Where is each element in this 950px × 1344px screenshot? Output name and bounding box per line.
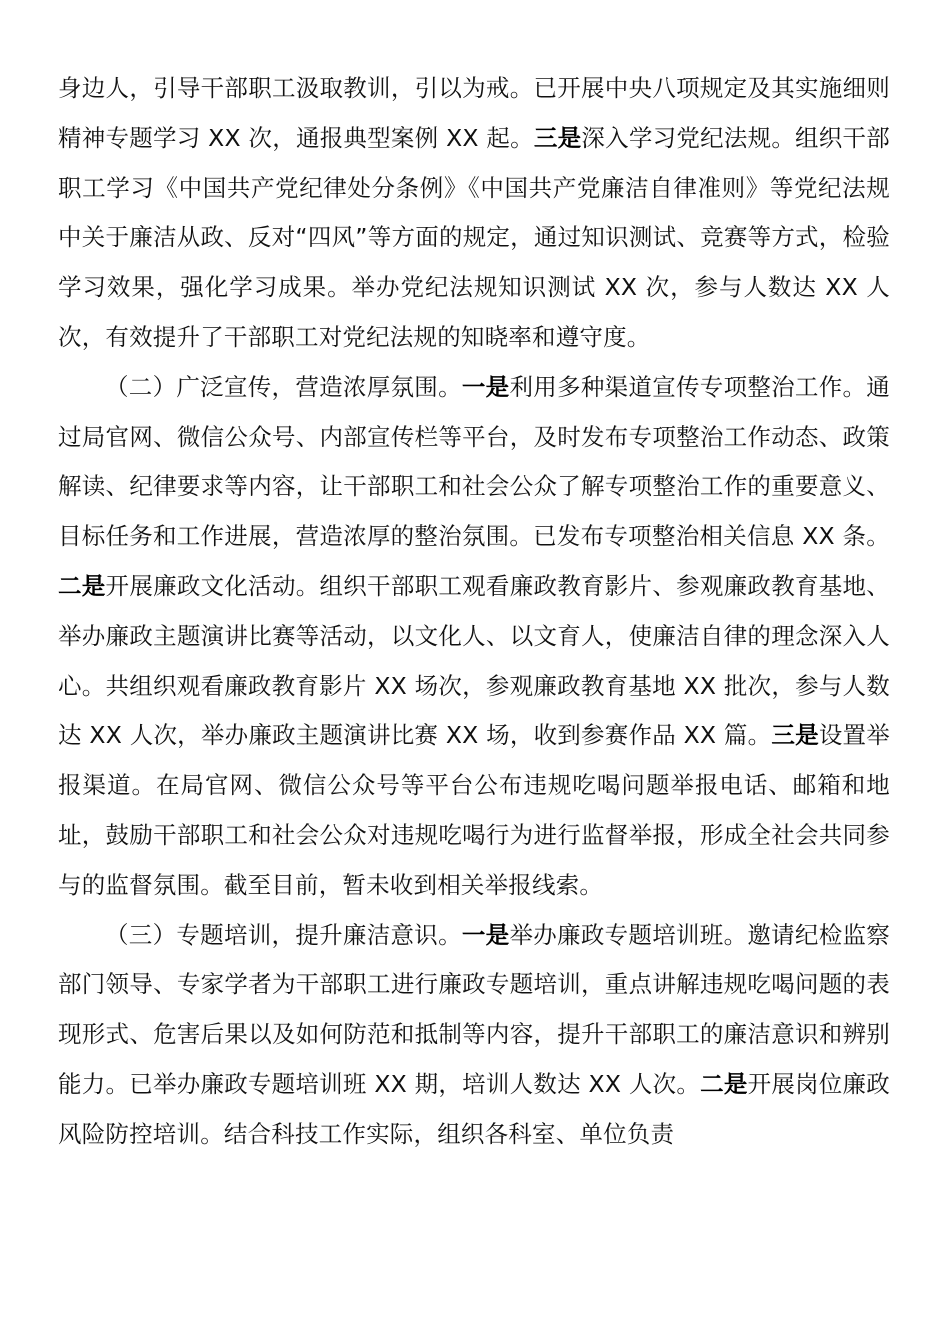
- bold-lead-phrase: 一是: [461, 920, 510, 949]
- section-heading-2: （二）广泛宣传，营造浓厚氛围。: [105, 372, 462, 401]
- paragraph-text: 身边人，引导干部职工汲取教训，引以为戒。已开展中央八项规定及其实施细则精神专题学习 XX 次，通报典型案例 XX 起。: [58, 74, 890, 152]
- bold-lead-phrase: 二是: [700, 1069, 748, 1098]
- bold-lead-phrase: 一是: [461, 372, 510, 401]
- paragraph-text: 深入学习党纪法规。组织干部职工学习《中国共产党纪律处分条例》《中国共产党廉洁自律准则》等党纪法规中关于廉洁从政、反对“四风”等方面的规定，通过知识测试、竞赛等方式，检验学习效果，强化学习成果。举办党纪法规知识测试 XX 次，参与人数达 XX 人次，有效提升了干部职工对党纪法规的知晓率和遵守度。: [58, 123, 890, 351]
- paragraph-study-party-rules: [58, 64, 890, 363]
- section-heading-3: （三）专题培训，提升廉洁意识。: [105, 920, 462, 949]
- document-body: [58, 64, 890, 1160]
- bold-lead-phrase: 三是: [533, 123, 582, 152]
- paragraph-text: 举办廉政专题培训班。邀请纪检监察部门领导、专家学者为干部职工进行廉政专题培训，重点讲解违规吃喝问题的表现形式、危害后果以及如何防范和抵制等内容，提升干部职工的廉洁意识和辨别能力。已举办廉政专题培训班 XX 期，培训人数达 XX 人次。: [58, 920, 891, 1098]
- paragraph-training: [58, 911, 890, 1160]
- paragraph-text: 利用多种渠道宣传专项整治工作。通过局官网、微信公众号、内部宣传栏等平台，及时发布专项整治工作动态、政策解读、纪律要求等内容，让干部职工和社会公众了解专项整治工作的重要意义、目标任务和工作进展，营造浓厚的整治氛围。已发布专项整治相关信息 XX 条。: [58, 372, 891, 551]
- bold-lead-phrase: 二是: [58, 571, 106, 600]
- paragraph-text: 设置举报渠道。在局官网、微信公众号等平台公布违规吃喝问题举报电话、邮箱和地址，鼓励干部职工和社会公众对违规吃喝行为进行监督举报，形成全社会共同参与的监督氛围。截至目前，暂未收到相关举报线索。: [58, 721, 890, 899]
- paragraph-text: 开展岗位廉政风险防控培训。结合科技工作实际，组织各科室、单位负责: [58, 1069, 890, 1148]
- bold-lead-phrase: 三是: [771, 721, 819, 750]
- paragraph-text: 开展廉政文化活动。组织干部职工观看廉政教育影片、参观廉政教育基地、举办廉政主题演讲比赛等活动，以文化人、以文育人，使廉洁自律的理念深入人心。共组织观看廉政教育影片 XX 场次，参观廉政教育基地 XX 批次，参与人数达 XX 人次，举办廉政主题演讲比赛 XX 场，收到参赛作品 XX 篇。: [58, 571, 890, 750]
- paragraph-publicity: [58, 363, 890, 911]
